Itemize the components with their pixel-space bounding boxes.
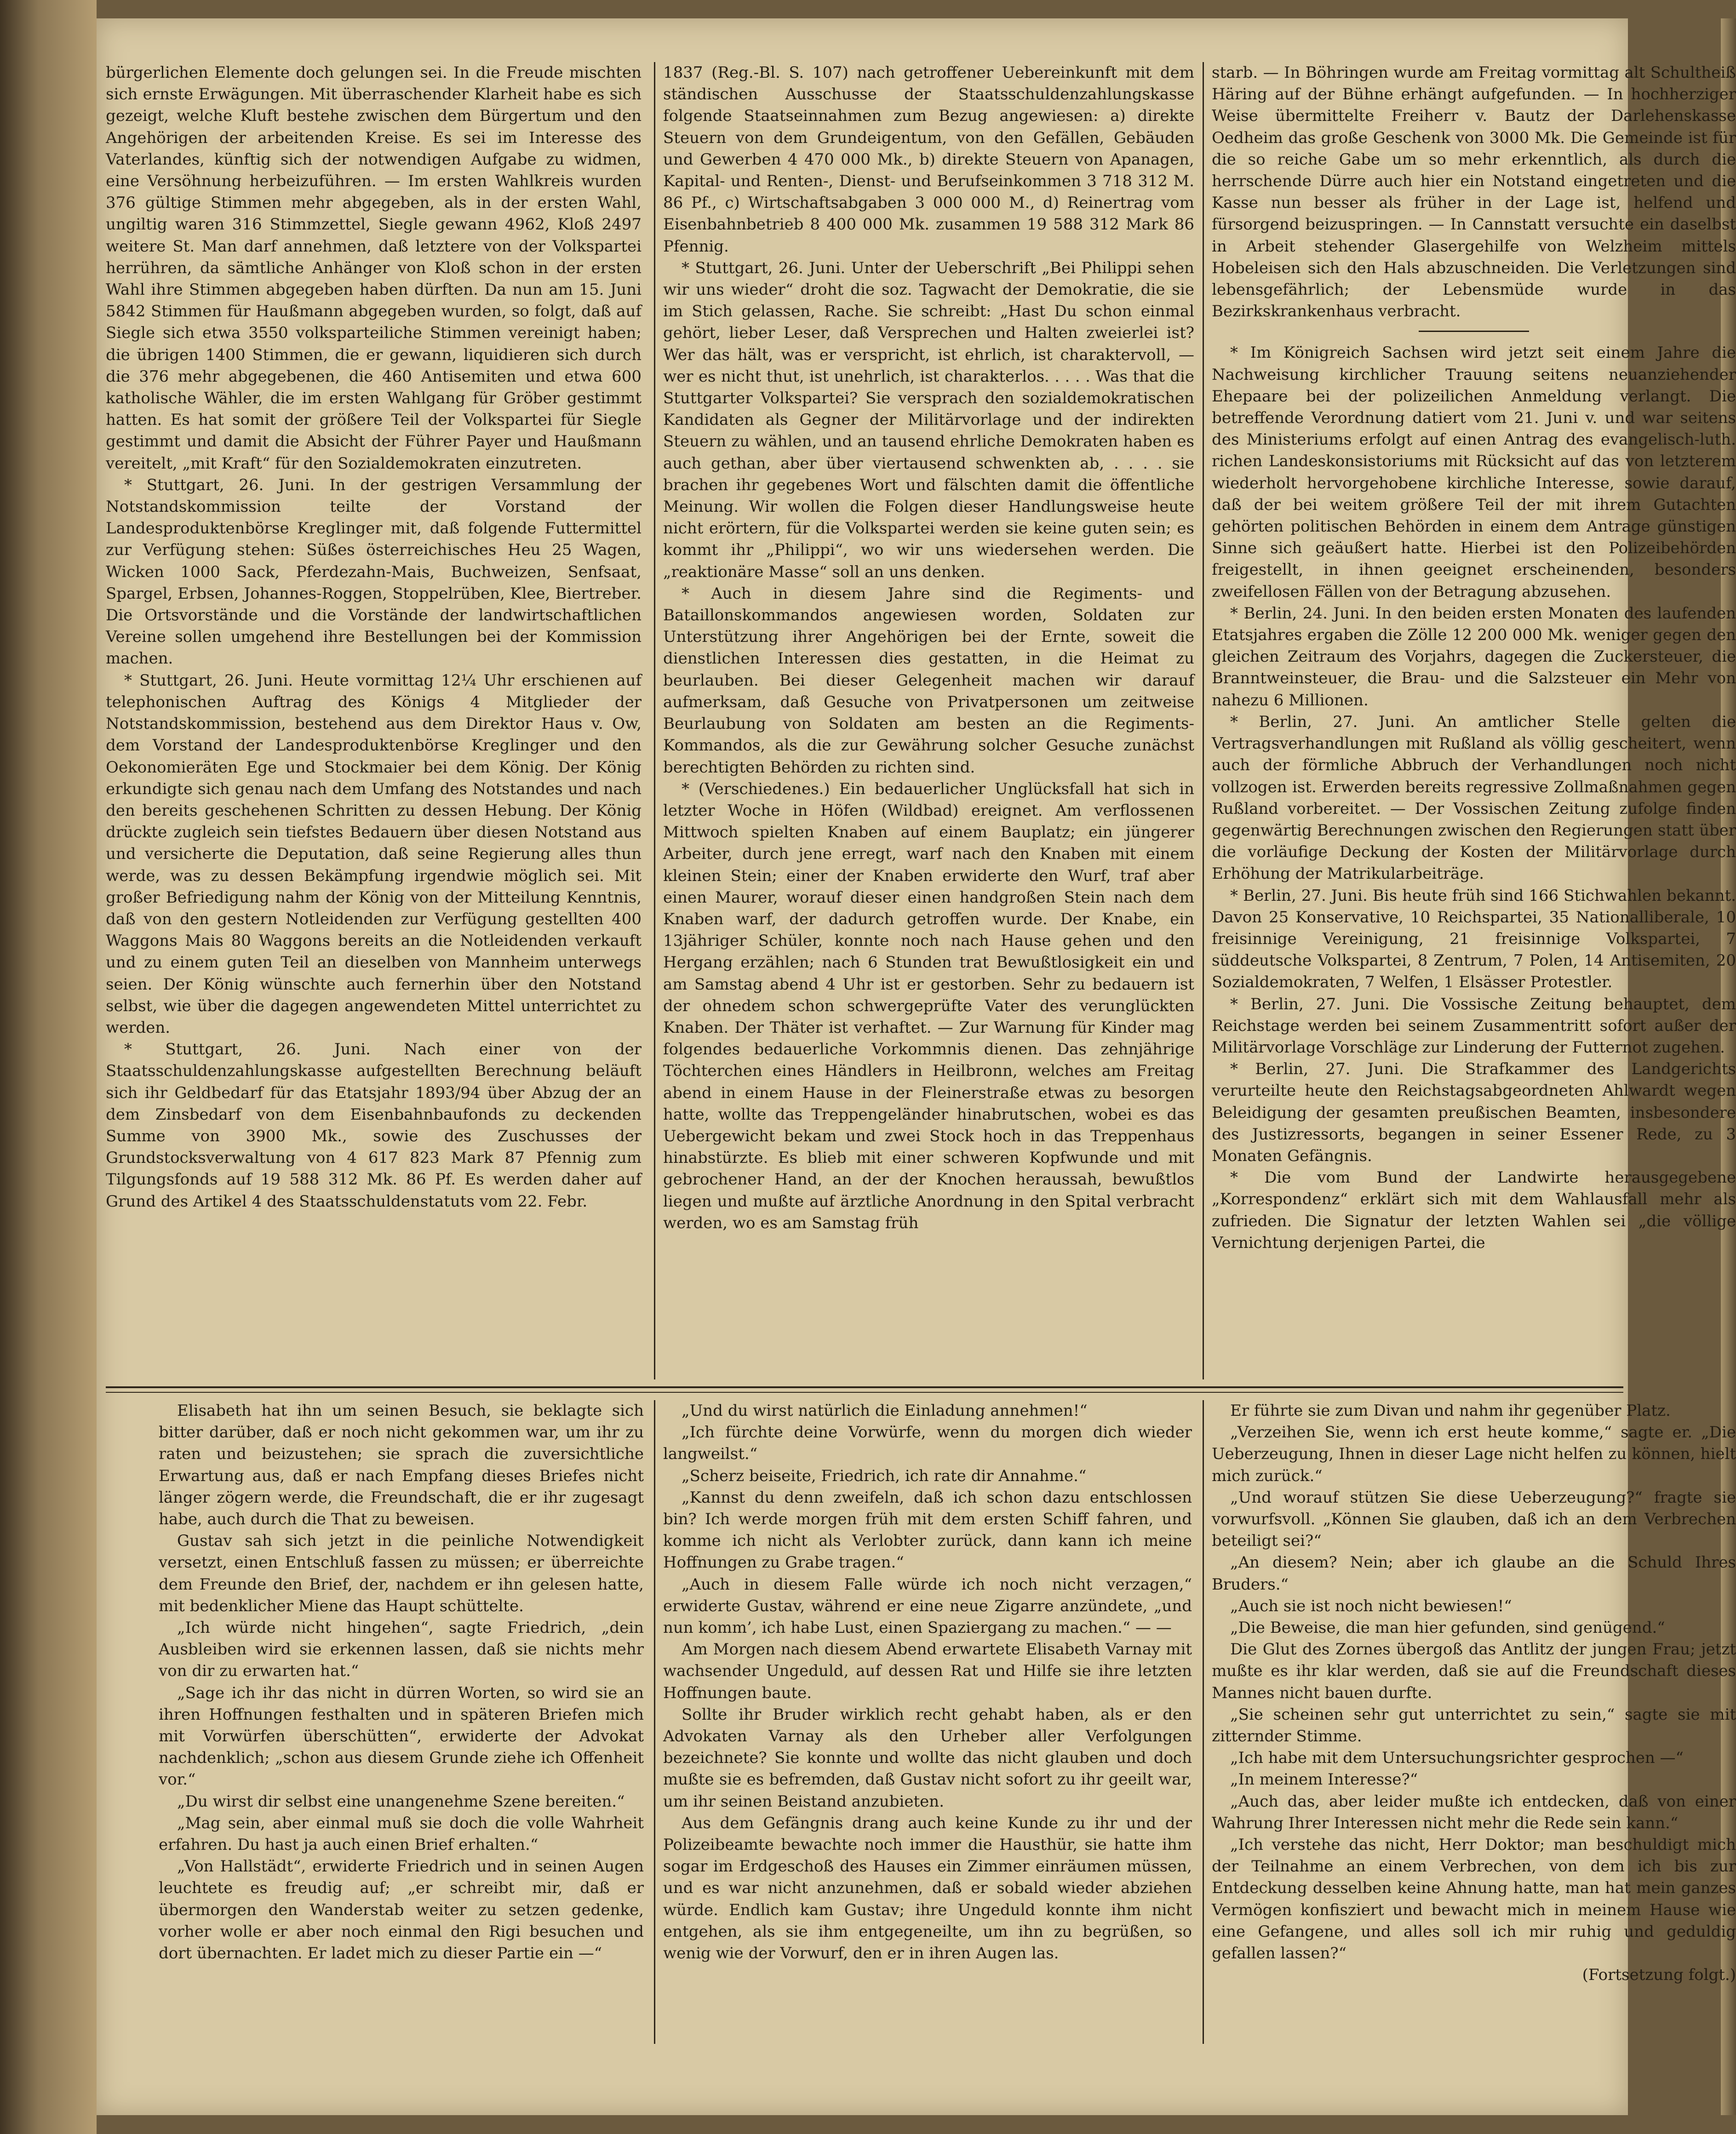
news-column-2 [663, 62, 1194, 1382]
novel-paragraph: „Und worauf stützen Sie diese Ueberzeugung?“ fragte sie vorwurfsvoll. „Können Sie glauben, daß ich an dem Verbrechen beteiligt sei?“ [1212, 1488, 1736, 1550]
news-paragraph: starb. — In Böhringen wurde am Freitag vormittag alt Schultheiß Häring auf der Bühne erhängt aufgefunden. — In hochherziger Weise übermittelte Freiherr v. Bautz der Darlehenskasse Oedheim das große Geschenk von 3000 Mk. Die Gemeinde ist für die so reiche Gabe um so mehr erkenntlich, als durch die herrschende Dürre auch hier ein Notstand eingetreten und die Kasse nun besser als früher in der Lage ist, helfend und fürsorgend beizuspringen. — In Cannstatt versuchte ein daselbst in Arbeit stehender Glasergehilfe von Welzheim mittels Hobeleisen sich den Hals abzuschneiden. Die Verletzungen sind lebensgefährlich; der Lebensmüde wurde in das Bezirkskrankenhaus verbracht. [1212, 63, 1736, 321]
novel-column-1 [159, 1400, 644, 2048]
novel-paragraph: „Verzeihen Sie, wenn ich erst heute komme,“ sagte er. „Die Ueberzeugung, Ihnen in dieser Lage nicht helfen zu können, hielt mich zurück.“ [1212, 1423, 1736, 1485]
news-paragraph: * (Verschiedenes.) Ein bedauerlicher Unglücksfall hat sich in letzter Woche in Höfen (Wildbad) ereignet. Am verflossenen Mittwoch spielten Knaben auf einem Bauplatz; ein jüngerer Arbeiter, durch jene erregt, warf nach den Knaben mit einem kleinen Stein; einer der Knaben erwiderte den Wurf, traf aber einen Maurer, worauf dieser einen handgroßen Stein nach dem Knaben warf, der dadurch getroffen wurde. Der Knabe, ein 13jähriger Schüler, konnte noch nach Hause gehen und den Hergang erzählen; nach 6 Stunden trat Bewußtlosigkeit ein und am Samstag abend 4 Uhr ist er gestorben. Sehr zu bedauern ist der ohnedem schon schwergeprüfte Vater des verunglückten Knaben. Der Thäter ist verhaftet. — Zur Warnung für Kinder mag folgendes bedauerliche Vorkommnis dienen. Das zehnjährige Töchterchen eines Händlers in Heilbronn, welches am Freitag abend in einem Hause in der Fleinerstraße etwas zu besorgen hatte, wollte das Treppengeländer hinabrutschen, wobei es das Uebergewicht bekam und zwei Stock hoch in das Treppenhaus hinabstürzte. Es blieb mit einer schweren Kopfwunde und mit gebrochener Hand, an der der Knochen heraussah, bewußtlos liegen und mußte auf ärztliche Anordnung in den Spital verbracht werden, wo es am Samstag früh [663, 779, 1194, 1232]
news-column-3 [1212, 62, 1736, 1382]
novel-paragraph: „Von Hallstädt“, erwiderte Friedrich und in seinen Augen leuchtete es freudig auf; „er schreibt mir, daß er übermorgen den Wanderstab weiter zu setzen gedenke, vorher wolle er aber noch einmal den Rigi besuchen und dort übernachten. Er ladet mich zu dieser Partie ein —“ [159, 1857, 644, 1963]
continuation-note: (Fortsetzung folgt.) [1582, 1966, 1736, 1985]
newspaper-page [97, 18, 1736, 2115]
novel-paragraph: „Scherz beiseite, Friedrich, ich rate dir Annahme.“ [682, 1466, 1087, 1485]
novel-paragraph: Gustav sah sich jetzt in die peinliche Notwendigkeit versetzt, einen Entschluß fassen zu müssen; er überreichte dem Freunde den Brief, der, nachdem er ihn gelesen hatte, mit bedenklicher Miene das Haupt schüttelte. [159, 1532, 644, 1615]
book-binding [0, 0, 97, 2134]
novel-paragraph: Aus dem Gefängnis drang auch keine Kunde zu ihr und der Polizeibeamte bewachte noch immer die Hausthür, sie hatte ihm sogar im Erdgeschoß des Hauses ein Zimmer einräumen müssen, und es war nicht anzunehmen, daß er sobald wieder abziehen würde. Endlich kam Gustav; ihre Ungeduld konnte ihm nicht entgehen, als sie ihm entgegeneilte, um ihn zu begrüßen, so wenig wie der Vorwurf, den er in ihren Augen las. [663, 1814, 1192, 1963]
news-paragraph: * Die vom Bund der Landwirte herausgegebene „Korrespondenz“ erklärt sich mit dem Wahlausfall mehr als zufrieden. Die Signatur der letzten Wahlen sei „die völlige Vernichtung derjenigen Partei, die [1212, 1168, 1736, 1252]
news-column-1 [106, 62, 642, 1382]
novel-paragraph: „Und du wirst natürlich die Einladung annehmen!“ [682, 1402, 1088, 1420]
feuilleton-rule [106, 1386, 1623, 1388]
novel-paragraph: „Sage ich ihr das nicht in dürren Worten, so wird sie an ihren Hoffnungen festhalten und in späteren Briefen mich mit Vorwürfen überschütten“, erwiderte der Advokat nachdenklich; „schon aus diesem Grunde ziehe ich Offenheit vor.“ [159, 1683, 644, 1789]
novel-paragraph: „Ich habe mit dem Untersuchungsrichter gesprochen —“ [1230, 1749, 1684, 1768]
novel-paragraph: „Kannst du denn zweifeln, daß ich schon dazu entschlossen bin? Ich werde morgen früh mit dem ersten Schiff fahren, und komme ich nicht als Verlobter zurück, dann kann ich meine Hoffnungen zu Grabe tragen.“ [663, 1488, 1192, 1572]
news-paragraph: * Stuttgart, 26. Juni. Nach einer von der Staatsschuldenzahlungskasse aufgestellten Berechnung beläuft sich ihr Geldbedarf für das Etatsjahr 1893/94 über Abzug der an dem Zinsbedarf von dem Eisenbahnbaufonds zu deckenden Summe von 3900 Mk., sowie des Zuschusses der Grundstocksverwaltung von 4 617 823 Mark 87 Pfennig zum Tilgungsfonds auf 19 588 312 Mk. 86 Pf. Es werden daher auf Grund des Artikel 4 des Staatsschuldenstatuts vom 22. Febr. [106, 1040, 642, 1211]
news-paragraph: * Stuttgart, 26. Juni. Unter der Ueberschrift „Bei Philippi sehen wir uns wieder“ droht die soz. Tagwacht der Demokratie, die sie im Stich gelassen, Rache. Sie schreibt: „Hast Du schon einmal gehört, lieber Leser, daß Versprechen und Halten zweierlei ist? Wer das hält, was er verspricht, ist ehrlich, ist charaktervoll, — wer es nicht thut, ist unehrlich, ist charakterlos. . . . . Was that die Stuttgarter Volkspartei? Sie versprach den sozialdemokratischen Kandidaten als Gegner der Militärvorlage und der indirekten Steuern zu wählen, und an tausend ehrliche Demokraten haben es auch gethan, aber über viertausend schwenkten ab, . . . . sie brachen ihr gegebenes Wort und fälschten damit die öffentliche Meinung. Wir wollen die Folgen dieser Handlungsweise heute nicht erörtern, für die Volkspartei werden sie keine guten sein; es kommt ihr „Philippi“, wo wir uns wiedersehen werden. Die „reaktionäre Masse“ soll an uns denken. [663, 258, 1194, 581]
column-divider [654, 62, 655, 1379]
novel-paragraph: Er führte sie zum Divan und nahm ihr gegenüber Platz. [1230, 1402, 1671, 1420]
news-paragraph: * Berlin, 27. Juni. Bis heute früh sind 166 Stichwahlen bekannt. Davon 25 Konservative, 10 Reichspartei, 35 Nationalliberale, 10 freisinnige Vereinigung, 21 freisinnige Volkspartei, 7 süddeutsche Volkspartei, 8 Zentrum, 7 Polen, 14 Antisemiten, 20 Sozialdemokraten, 7 Welfen, 1 Elsässer Protestler. [1212, 886, 1736, 992]
novel-paragraph: „Auch sie ist noch nicht bewiesen!“ [1230, 1596, 1512, 1615]
news-paragraph: * Berlin, 27. Juni. An amtlicher Stelle gelten die Vertragsverhandlungen mit Rußland als völlig gescheitert, wenn auch der förmliche Abbruch der Verhandlungen noch nicht vollzogen ist. Erwerden bereits regressive Zollmaßnahmen gegen Rußland vorbereitet. — Der Vossischen Zeitung zufolge finden gegenwärtig Berechnungen zwischen den Regierungen statt über die vorläufige Deckung der Kosten der Militärvorlage durch Erhöhung der Matrikularbeiträge. [1212, 712, 1736, 883]
novel-paragraph: „Ich fürchte deine Vorwürfe, wenn du morgen dich wieder langweilst.“ [663, 1423, 1192, 1464]
novel-paragraph: „An diesem? Nein; aber ich glaube an die Schuld Ihres Bruders.“ [1212, 1553, 1736, 1594]
novel-paragraph: Am Morgen nach diesem Abend erwartete Elisabeth Varnay mit wachsender Ungeduld, auf dessen Rat und Hilfe sie ihre letzten Hoffnungen baute. [663, 1640, 1192, 1702]
news-paragraph: bürgerlichen Elemente doch gelungen sei. In die Freude mischten sich ernste Erwägungen. Mit überraschender Klarheit habe es sich gezeigt, welche Kluft bestehe zwischen dem Bürgertum und den Angehörigen der arbeitenden Kreise. Es sei im Interesse des Vaterlandes, künftig sich der notwendigen Aufgabe zu widmen, eine Versöhnung herbeizuführen. — Im ersten Wahlkreis wurden 376 gültige Stimmen mehr abgegeben, als in der ersten Wahl, ungiltig waren 316 Stimmzettel, Siegle gewann 4962, Kloß 2497 weitere St. Man darf annehmen, daß letztere von der Volkspartei herrühren, da sämtliche Anhänger von Kloß schon in der ersten Wahl ihre Stimmen abgegeben haben dürften. Da nun am 15. Juni 5842 Stimmen für Haußmann abgegeben wurden, so folgt, daß auf Siegle sich etwa 3550 volksparteiliche Stimmen vereinigt haben; die übrigen 1400 Stimmen, die er gewann, liquidieren sich durch die 376 mehr abgegebenen, die 460 Antisemiten und etwa 600 katholische Wähler, die im ersten Wahlgang für Gröber gestimmt hatten. Es hat somit der größere Teil der Volkspartei für Siegle gestimmt und damit die Absicht der Führer Payer und Haußmann vereitelt, „mit Kraft“ für den Sozialdemokraten einzutreten. [106, 63, 642, 473]
novel-paragraph: „Sie scheinen sehr gut unterrichtet zu sein,“ sagte sie mit zitternder Stimme. [1212, 1705, 1736, 1746]
news-paragraph: * Stuttgart, 26. Juni. Heute vormittag 12¼ Uhr erschienen auf telephonischen Auftrag des Königs 4 Mitglieder der Notstandskommission, bestehend aus dem Direktor Haus v. Ow, dem Vorstand der Landesproduktenbörse Kreglinger und den Oekonomieräten Ege und Stockmaier bei dem König. Der König erkundigte sich genau nach dem Umfang des Notstandes und nach den bereits geschehenen Schritten zu dessen Hebung. Der König drückte zugleich sein tiefstes Bedauern über diesen Notstand aus und versicherte die Deputation, daß seine Regierung alles thun werde, was zu dessen Bekämpfung irgendwie möglich sei. Mit großer Befriedigung nahm der König von der Mitteilung Kenntnis, daß von den gestern Notleidenden zur Verfügung gestellten 400 Waggons Mais 80 Waggons bereits an die Notleidenden verkauft und zu einem guten Teil an dieselben von Mannheim unterwegs seien. Der König wünschte auch fernerhin über den Notstand selbst, wie über die dagegen angewendeten Mittel unterrichtet zu werden. [106, 671, 642, 1037]
novel-paragraph: Die Glut des Zornes übergoß das Antlitz der jungen Frau; jetzt mußte es ihr klar werden, daß sie auf die Freundschaft dieses Mannes nicht bauen durfte. [1212, 1640, 1736, 1702]
novel-paragraph: Sollte ihr Bruder wirklich recht gehabt haben, als er den Advokaten Varnay als den Urheber aller Verfolgungen bezeichnete? Sie konnte und wollte das nicht glauben und doch mußte sie es befremden, daß Gustav nicht sofort zu ihr geeilt war, um ihr seinen Beistand anzubieten. [663, 1705, 1192, 1811]
novel-column-2 [663, 1400, 1192, 2048]
news-paragraph: * Auch in diesem Jahre sind die Regiments- und Bataillonskommandos angewiesen worden, Soldaten zur Unterstützung ihrer Angehörigen bei der Ernte, soweit die dienstlichen Interessen dies gestatten, in die Heimat zu beurlauben. Bei dieser Gelegenheit machen wir darauf aufmerksam, daß Gesuche von Privatpersonen um zeitweise Beurlaubung von Soldaten am besten an die Regiments-Kommandos, als die zur Gewährung solcher Gesuche zunächst berechtigten Behörden zu richten sind. [663, 584, 1194, 777]
news-paragraph: * Im Königreich Sachsen wird jetzt seit einem Jahre die Nachweisung kirchlicher Trauung seitens neuanziehender Ehepaare bei der polizeilichen Anmeldung verlangt. Die betreffende Verordnung datiert vom 21. Juni v. und war seitens des Ministeriums erfolgt auf einen Antrag des evangelisch-luth. richen Landeskonsistoriums mit Rücksicht auf das von letzterem wiederholt hervorgehobene kirchliche Interesse, sowie darauf, daß der bei weitem größere Teil der mit ihrem Gutachten gehörten politischen Behörden in einem dem Antrage günstigen Sinne sich geäußert hatte. Hierbei ist den Polizeibehörden freigestellt, in ihnen geeignet erscheinenden, besonders zweifellosen Fällen von der Betragung abzusehen. [1212, 343, 1736, 601]
novel-paragraph: „Auch in diesem Falle würde ich noch nicht verzagen,“ erwiderte Gustav, während er eine neue Zigarre anzündete, „und nun komm’, ich habe Lust, einen Spaziergang zu machen.“ — — [663, 1575, 1192, 1637]
novel-paragraph: „Die Beweise, die man hier gefunden, sind genügend.“ [1230, 1619, 1665, 1637]
column-divider [1203, 1400, 1204, 2044]
news-paragraph: * Berlin, 24. Juni. In den beiden ersten Monaten des laufenden Etatsjahres ergaben die Zölle 12 200 000 Mk. weniger gegen den gleichen Zeitraum des Vorjahrs, dagegen die Zuckersteuer, die Branntweinsteuer, die Brau- und die Salzsteuer ein Mehr von nahezu 6 Millionen. [1212, 604, 1736, 709]
news-paragraph: * Berlin, 27. Juni. Die Strafkammer des Landgerichts verurteilte heute den Reichstagsabgeordneten Ahlwardt wegen Beleidigung der gesamten preußischen Beamten, insbesondere des Justizressorts, begangen in seiner Essener Rede, zu 3 Monaten Gefängnis. [1212, 1060, 1736, 1165]
section-separator [1419, 331, 1529, 332]
novel-paragraph: „In meinem Interesse?“ [1230, 1770, 1418, 1789]
news-paragraph: 1837 (Reg.-Bl. S. 107) nach getroffener Uebereinkunft mit dem ständischen Ausschusse der Staatsschuldenzahlungskasse folgende Staatseinnahmen zum Bezug angewiesen: a) direkte Steuern von dem Grundeigentum, von den Gefällen, Gebäuden und Gewerben 4 470 000 Mk., b) direkte Steuern von Apanagen, Kapital- und Renten-, Dienst- und Berufseinkommen 3 718 312 M. 86 Pf., c) Wirtschaftsabgaben 3 000 000 M., d) Reinertrag vom Eisenbahnbetrieb 8 400 000 Mk. zusammen 19 588 312 Mark 86 Pfennig. [663, 63, 1194, 256]
novel-column-3 [1212, 1400, 1736, 2048]
novel-paragraph: „Ich würde nicht hingehen“, sagte Friedrich, „dein Ausbleiben wird sie erkennen lassen, daß sie nichts mehr von dir zu erwarten hat.“ [159, 1619, 644, 1681]
column-divider [1203, 62, 1204, 1379]
novel-paragraph: Elisabeth hat ihn um seinen Besuch, sie beklagte sich bitter darüber, daß er noch nicht gekommen war, um ihr zu raten und beizustehen; sie sprach die zuversichtliche Erwartung aus, daß er nach Empfang dieses Briefes nicht länger zögern werde, die Freundschaft, die er ihr zugesagt habe, auch durch die That zu beweisen. [159, 1402, 644, 1529]
novel-paragraph: „Du wirst dir selbst eine unangenehme Szene bereiten.“ [177, 1792, 625, 1811]
novel-paragraph: „Mag sein, aber einmal muß sie doch die volle Wahrheit erfahren. Du hast ja auch einen Brief erhalten.“ [159, 1814, 644, 1854]
column-divider [654, 1400, 655, 2044]
feuilleton-rule-thin [106, 1392, 1623, 1393]
novel-paragraph: „Auch das, aber leider mußte ich entdecken, daß von einer Wahrung Ihrer Interessen nicht mehr die Rede sein kann.“ [1212, 1792, 1736, 1832]
news-paragraph: * Stuttgart, 26. Juni. In der gestrigen Versammlung der Notstandskommission teilte der Vorstand der Landesproduktenbörse Kreglinger mit, daß folgende Futtermittel zur Verfügung stehen: Süßes österreichisches Heu 25 Wagen, Wicken 1000 Sack, Pferdezahn-Mais, Buchweizen, Senfsaat, Spargel, Erbsen, Johannes-Roggen, Stoppelrüben, Klee, Biertreber. Die Ortsvorstände und die Vorstände der landwirtschaftlichen Vereine sollen umgehend ihre Bestellungen bei der Kommission machen. [106, 475, 642, 668]
news-paragraph: * Berlin, 27. Juni. Die Vossische Zeitung behauptet, dem Reichstage werden bei seinem Zusammentritt sofort außer der Militärvorlage Vorschläge zur Linderung der Futternot zugehen. [1212, 995, 1736, 1057]
novel-paragraph: „Ich verstehe das nicht, Herr Doktor; man beschuldigt mich der Teilnahme an einem Verbrechen, von dem ich bis zur Entdeckung desselben keine Ahnung hatte, man hat mein ganzes Vermögen konfisziert und bewacht mich in meinem Hause wie eine Gefangene, und alles soll ich mir ruhig und geduldig gefallen lassen?“ [1212, 1836, 1736, 1963]
